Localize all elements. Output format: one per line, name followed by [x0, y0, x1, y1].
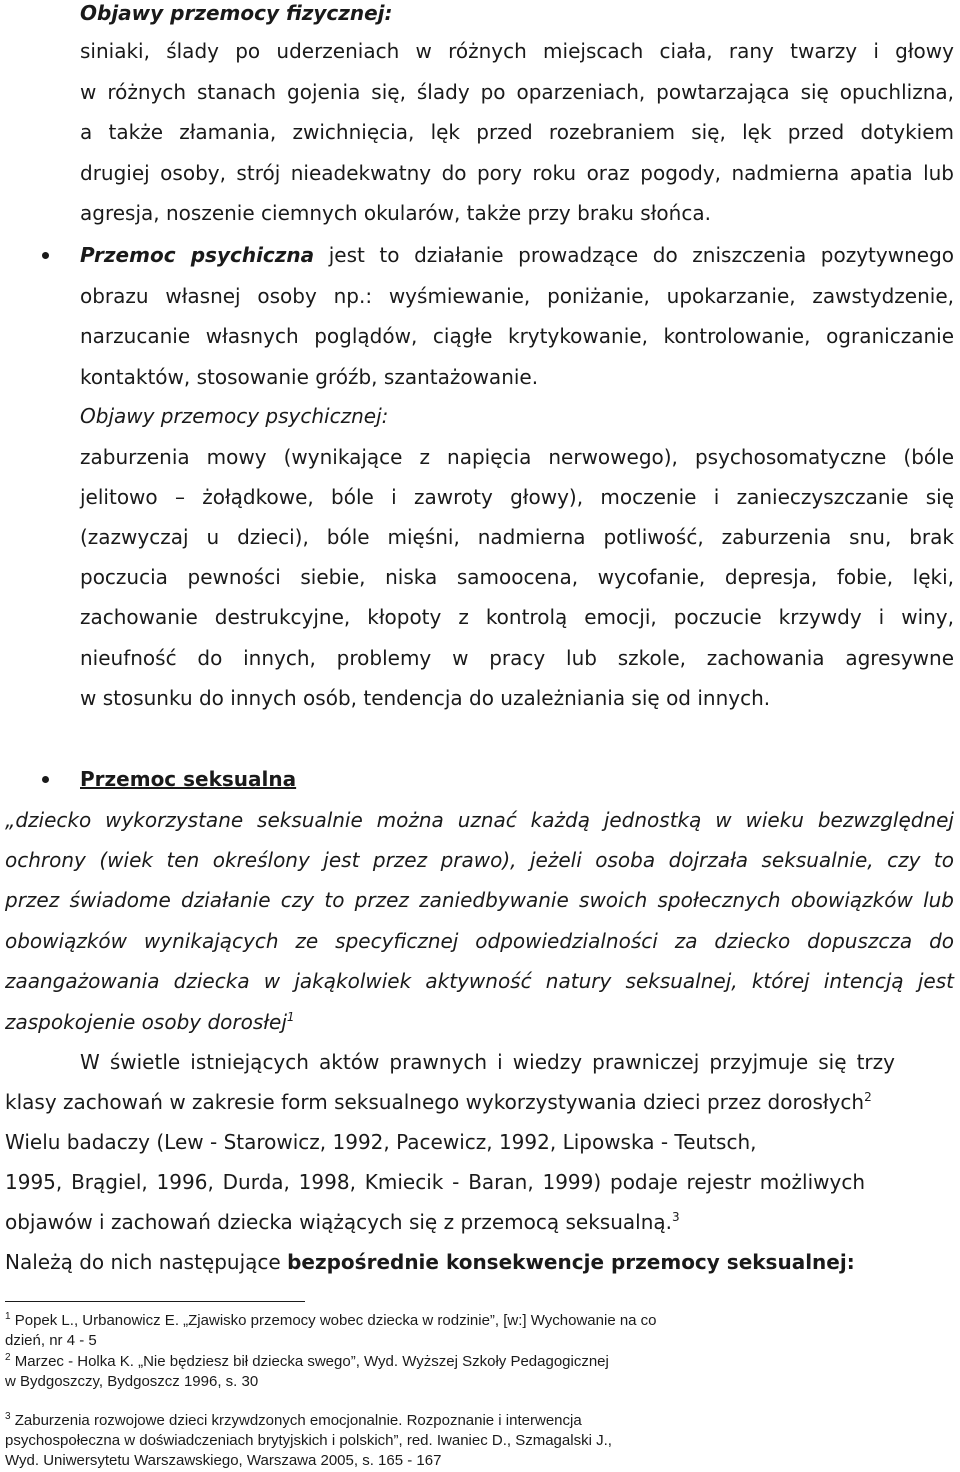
- psych-definition-line: kontaktów, stosowanie gróźb, szantażowanie.: [80, 365, 539, 389]
- psych-symptoms-line: poczucia pewności siebie, niska samoocena, wycofanie, depresja, fobie, lęki,: [80, 565, 954, 589]
- footnote-ref: 2: [864, 1090, 872, 1104]
- footnote-1-cont: dzień, nr 4 - 5: [5, 1332, 97, 1349]
- psych-symptoms-line: zaburzenia mowy (wynikające z napięcia nerwowego), psychosomatyczne (bóle: [80, 445, 954, 469]
- psych-term: Przemoc psychiczna: [80, 243, 315, 267]
- bullet-icon: [42, 776, 49, 783]
- footnote-3-cont: Wyd. Uniwersytetu Warszawskiego, Warszawa 2005, s. 165 - 167: [5, 1452, 442, 1469]
- sexual-quote-line: „dziecko wykorzystane seksualnie można uznać każdą jednostką w wieku bezwzględnej: [5, 808, 954, 832]
- footnote-ref: 3: [672, 1210, 680, 1224]
- sexual-para-line: Wielu badaczy (Lew - Starowicz, 1992, Pacewicz, 1992, Lipowska - Teutsch,: [5, 1130, 757, 1154]
- sexual-quote-line: ochrony (wiek ten określony jest przez prawo), jeżeli osoba dojrzała seksualnie, czy to: [5, 848, 954, 872]
- sexual-quote-line: zaspokojenie osoby dorosłej$^1$: [5, 1010, 295, 1034]
- footnote-3-cont: psychospołeczna w doświadczeniach brytyjskich i polskich”, red. Iwaniec D., Szmagalski J.,: [5, 1432, 612, 1449]
- physical-symptoms-line: a także złamania, zwichnięcia, lęk przed rozebraniem się, lęk przed dotykiem: [80, 120, 954, 144]
- psych-symptoms-line: nieufność do innych, problemy w pracy lub szkole, zachowania agresywne: [80, 646, 954, 670]
- physical-symptoms-line: siniaki, ślady po uderzeniach w różnych miejscach ciała, rany twarzy i głowy: [80, 39, 954, 63]
- psych-definition-line: [80, 242, 954, 268]
- physical-symptoms-heading: Objawy przemocy fizycznej:: [80, 1, 393, 25]
- footnote-2-cont: w Bydgoszczy, Bydgoszcz 1996, s. 30: [5, 1373, 259, 1390]
- physical-symptoms-line: w różnych stanach gojenia się, ślady po oparzeniach, powtarzająca się opuchlizna,: [80, 80, 954, 104]
- sexual-term: Przemoc seksualna: [80, 767, 297, 791]
- physical-symptoms-line: agresja, noszenie ciemnych okularów, także przy braku słońca.: [80, 201, 711, 225]
- footnote-ref: 1: [286, 1010, 295, 1024]
- bullet-icon: [42, 252, 49, 259]
- psych-symptoms-heading: Objawy przemocy psychicznej:: [80, 404, 389, 428]
- psych-definition-line: obrazu własnej osoby np.: wyśmiewanie, poniżanie, upokarzanie, zawstydzenie,: [80, 284, 954, 308]
- sexual-consequences-line: Należą do nich następujące bezpośrednie konsekwencje przemocy seksualnej:: [5, 1250, 855, 1274]
- sexual-consequences-heading: bezpośrednie konsekwencje przemocy seksualnej:: [287, 1250, 855, 1274]
- psych-symptoms-line: jelitowo – żołądkowe, bóle i zawroty głowy), moczenie i zanieczyszczanie się: [80, 485, 954, 509]
- sexual-quote-line: przez świadome działanie czy to przez zaniedbywanie swoich społecznych obowiązków lub: [5, 888, 954, 912]
- sexual-para-line: klasy zachowań w zakresie form seksualnego wykorzystywania dzieci przez dorosłych$^2$: [5, 1090, 872, 1114]
- footnote-2: $^2$ Marzec - Holka K. „Nie będziesz bił dziecka swego”, Wyd. Wyższej Szkoły Pedagogicznej: [5, 1352, 609, 1370]
- psych-symptoms-line: w stosunku do innych osób, tendencja do uzależniania się od innych.: [80, 686, 771, 710]
- footnote-1: $^1$ Popek L., Urbanowicz E. „Zjawisko przemocy wobec dziecka w rodzinie”, [w:] Wychowanie na co: [5, 1311, 657, 1329]
- sexual-quote-line: obowiązków wynikających ze specyficznej odpowiedzialności za dziecko dopuszcza do: [5, 929, 954, 953]
- sexual-para-line: objawów i zachowań dziecka wiążących się z przemocą seksualną.$^3$: [5, 1210, 680, 1234]
- psych-definition-line: narzucanie własnych poglądów, ciągłe krytykowanie, kontrolowanie, ograniczanie: [80, 324, 954, 348]
- sexual-para-line: W świetle istniejących aktów prawnych i wiedzy prawniczej przyjmuje się trzy: [80, 1050, 895, 1074]
- sexual-para-line: 1995, Brągiel, 1996, Durda, 1998, Kmiecik - Baran, 1999) podaje rejestr możliwych: [5, 1170, 865, 1194]
- sexual-quote-line: zaangażowania dziecka w jakąkolwiek aktywność natury seksualnej, której intencją jest: [5, 969, 954, 993]
- psych-definition-text: jest to działanie prowadzące do zniszczenia pozytywnego: [314, 243, 955, 267]
- physical-symptoms-line: drugiej osoby, strój nieadekwatny do pory roku oraz pogody, nadmierna apatia lub: [80, 161, 954, 185]
- footnote-separator: [5, 1301, 305, 1302]
- psych-symptoms-line: (zazwyczaj u dzieci), bóle mięśni, nadmierna potliwość, zaburzenia snu, brak: [80, 525, 954, 549]
- psych-symptoms-line: zachowanie destrukcyjne, kłopoty z kontrolą emocji, poczucie krzywdy i winy,: [80, 605, 954, 629]
- footnote-3: $^3$ Zaburzenia rozwojowe dzieci krzywdzonych emocjonalnie. Rozpoznanie i interwencja: [5, 1411, 582, 1429]
